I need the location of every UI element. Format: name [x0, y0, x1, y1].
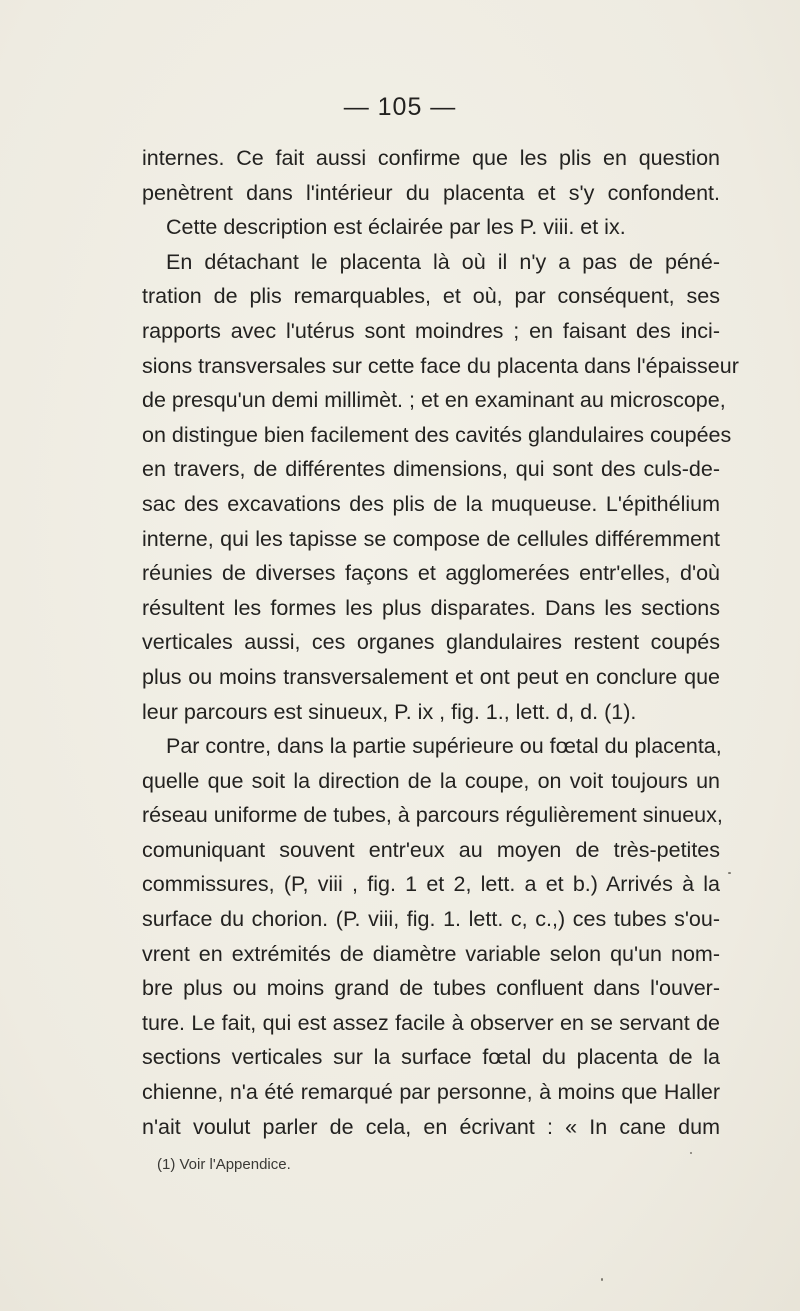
text-line: en travers, de différentes dimensions, qui sont des culs-de-	[142, 457, 720, 482]
text-line: réseau uniforme de tubes, à parcours régulièrement sinueux,	[142, 803, 723, 828]
text-line: ture. Le fait, qui est assez facile à observer en se servant de	[142, 1010, 720, 1035]
text-line: plus ou moins transversalement et ont peut en conclure que	[142, 664, 720, 689]
paper-speck	[728, 872, 731, 874]
paper-speck	[601, 1278, 603, 1281]
text-line: tration de plis remarquables, et où, par conséquent, ses	[142, 284, 720, 309]
text-line: rapports avec l'utérus sont moindres ; en faisant des inci-	[142, 318, 720, 343]
text-line: réunies de diverses façons et agglomerées entr'elles, d'où	[142, 561, 720, 586]
paper-speck	[690, 1152, 692, 1154]
text-line: penètrent dans l'intérieur du placenta et s'y confondent.	[142, 180, 720, 205]
text-line: sections verticales sur la surface fœtal du placenta de la	[142, 1045, 720, 1070]
text-line: internes. Ce fait aussi confirme que les plis en question	[142, 146, 720, 170]
text-line: vrent en extrémités de diamètre variable selon qu'un nom-	[142, 941, 720, 966]
text-line: bre plus ou moins grand de tubes confluent dans l'ouver-	[142, 976, 720, 1001]
text-line: En détachant le placenta là où il n'y a pas de péné-	[166, 249, 720, 274]
footnote: (1) Voir l'Appendice.	[157, 1156, 291, 1173]
text-line: verticales aussi, ces organes glandulaires restent coupés	[142, 630, 720, 655]
text-line: de presqu'un demi millimèt. ; et en examinant au microscope,	[142, 388, 726, 413]
text-line: commissures, (P, viii , fig. 1 et 2, lett. a et b.) Arrivés à la	[142, 872, 720, 897]
text-line: surface du chorion. (P. viii, fig. 1. lett. c, c.,) ces tubes s'ou-	[142, 907, 720, 932]
text-line: Cette description est éclairée par les P. viii. et ix.	[166, 215, 626, 240]
text-line: comuniquant souvent entr'eux au moyen de très-petites	[142, 837, 720, 862]
text-line: résultent les formes les plus disparates. Dans les sections	[142, 595, 720, 620]
text-line: chienne, n'a été remarqué par personne, à moins que Haller	[142, 1080, 720, 1105]
text-line: sions transversales sur cette face du placenta dans l'épaisseur	[142, 353, 739, 378]
body-text	[142, 141, 739, 1144]
page-number: — 105 —	[343, 93, 457, 121]
text-line: leur parcours est sinueux, P. ix , fig. 1., lett. d, d. (1).	[142, 699, 637, 724]
text-line: interne, qui les tapisse se compose de cellules différemment	[142, 526, 720, 551]
text-line: quelle que soit la direction de la coupe, on voit toujours un	[142, 768, 720, 793]
text-line: n'ait voulut parler de cela, en écrivant : « In cane dum	[142, 1114, 720, 1139]
text-line: Par contre, dans la partie supérieure ou fœtal du placenta,	[166, 734, 722, 759]
text-line: on distingue bien facilement des cavités glandulaires coupées	[142, 422, 732, 447]
text-line: sac des excavations des plis de la muqueuse. L'épithélium	[142, 491, 720, 516]
